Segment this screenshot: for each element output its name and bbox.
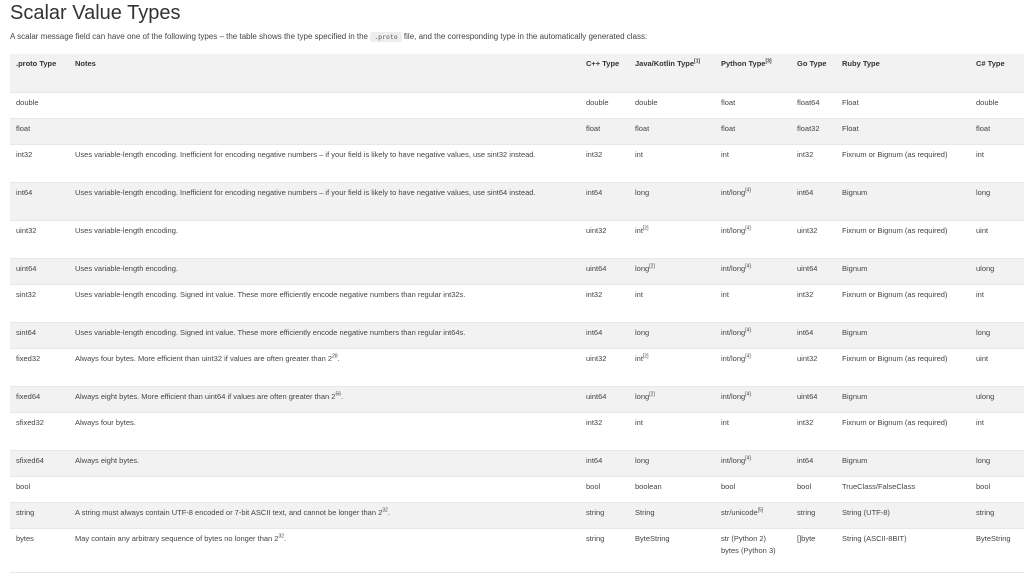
cell-cpp-type-text: int32 [586, 149, 603, 159]
cell-notes-text-after: . [341, 391, 344, 401]
cell-java-kotlin-type [629, 258, 715, 284]
cell-python-type [715, 92, 791, 118]
table-row [10, 258, 1024, 284]
cell-cpp-type-text: int32 [586, 417, 603, 427]
cell-go-type [791, 386, 836, 412]
header-python-type-text: Python Type [721, 59, 766, 68]
cell-proto-type [10, 118, 69, 144]
cell-python-type-superscript: [4] [745, 455, 751, 461]
header-go-type [791, 54, 836, 92]
cell-go-type-text: uint64 [797, 263, 818, 273]
intro-code-proto: .proto [370, 32, 401, 42]
cell-notes [69, 348, 580, 386]
cell-notes [69, 144, 580, 182]
cell-cpp-type-text: float [586, 123, 601, 133]
cell-ruby-type-text: Fixnum or Bignum (as required) [842, 149, 948, 159]
cell-java-kotlin-type-text: boolean [635, 481, 662, 491]
table-row [10, 386, 1024, 412]
header-notes-text: Notes [75, 59, 96, 68]
cell-cpp-type-text: uint32 [586, 225, 607, 235]
cell-java-kotlin-type [629, 182, 715, 220]
cell-proto-type [10, 386, 69, 412]
cell-python-type [715, 348, 791, 386]
cell-csharp-type-text: string [976, 507, 995, 517]
cell-notes-superscript: 32 [382, 507, 388, 513]
cell-proto-type-text: bool [16, 481, 31, 491]
cell-notes-text: Uses variable-length encoding. [75, 225, 178, 235]
cell-cpp-type-text: uint64 [586, 263, 607, 273]
cell-java-kotlin-type [629, 92, 715, 118]
cell-notes-text: Always four bytes. More efficient than uint32 if values are often greater than 2 [75, 353, 333, 363]
cell-java-kotlin-type [629, 322, 715, 348]
cell-ruby-type-text: Fixnum or Bignum (as required) [842, 417, 948, 427]
cell-go-type [791, 118, 836, 144]
cell-csharp-type-text: long [976, 327, 991, 337]
cell-java-kotlin-type [629, 348, 715, 386]
cell-java-kotlin-type-text: ByteString [635, 533, 670, 543]
cell-go-type-text: float32 [797, 123, 820, 133]
cell-java-kotlin-type-text: long [635, 455, 650, 465]
cell-cpp-type [580, 386, 629, 412]
cell-proto-type-text: sfixed64 [16, 455, 44, 465]
cell-java-kotlin-type-text: long [635, 187, 650, 197]
cell-go-type-text: int32 [797, 417, 814, 427]
cell-python-type-superscript: [5] [757, 507, 764, 513]
cell-java-kotlin-type-superscript: [2] [649, 263, 655, 269]
header-proto-type [10, 54, 69, 92]
cell-notes-text: Always eight bytes. More efficient than uint64 if values are often greater than 2 [75, 391, 336, 401]
intro-text-before: A scalar message field can have one of the following types – the table shows the type specified in the [10, 32, 371, 41]
cell-proto-type-text: double [16, 97, 39, 107]
cell-notes [69, 118, 580, 144]
cell-go-type-text: int64 [797, 455, 814, 465]
cell-notes-superscript: 32 [278, 533, 285, 539]
cell-cpp-type [580, 348, 629, 386]
cell-proto-type [10, 322, 69, 348]
cell-python-type [715, 476, 791, 502]
cell-java-kotlin-type [629, 284, 715, 322]
table-row [10, 348, 1024, 386]
cell-java-kotlin-type-text: int [635, 149, 643, 159]
cell-go-type [791, 450, 836, 476]
cell-go-type [791, 258, 836, 284]
cell-python-type [715, 258, 791, 284]
header-python-type [715, 54, 791, 92]
cell-go-type [791, 502, 836, 528]
cell-csharp-type [970, 118, 1024, 144]
cell-csharp-type-text: int [976, 417, 984, 427]
table-row [10, 182, 1024, 220]
cell-notes-text: Uses variable-length encoding. Signed int value. These more efficiently encode negative numbers than regular int32s. [75, 289, 466, 299]
cell-ruby-type-text: Float [842, 97, 859, 107]
cell-ruby-type [836, 450, 970, 476]
cell-python-type-text: str/unicode [721, 507, 758, 517]
header-csharp-type-text: C# Type [976, 59, 1005, 68]
cell-java-kotlin-type [629, 476, 715, 502]
cell-go-type [791, 182, 836, 220]
header-cpp-type [580, 54, 629, 92]
cell-csharp-type [970, 476, 1024, 502]
cell-ruby-type-text: Bignum [842, 391, 868, 401]
cell-java-kotlin-type-text: long [635, 391, 650, 401]
cell-python-type-text: str (Python 2) bytes (Python 3) [721, 533, 776, 555]
cell-proto-type-text: int32 [16, 149, 33, 159]
cell-notes [69, 92, 580, 118]
cell-go-type [791, 322, 836, 348]
cell-java-kotlin-type [629, 220, 715, 258]
cell-python-type-text: bool [721, 481, 736, 491]
table-row [10, 528, 1024, 572]
cell-java-kotlin-type-text: int [635, 417, 643, 427]
cell-csharp-type-text: long [976, 187, 991, 197]
cell-ruby-type-text: Fixnum or Bignum (as required) [842, 353, 948, 363]
cell-csharp-type-text: ulong [976, 263, 995, 273]
cell-python-type-superscript: [4] [745, 353, 751, 359]
cell-csharp-type-text: bool [976, 481, 991, 491]
cell-notes-text: Uses variable-length encoding. Signed int value. These more efficiently encode negative numbers than regular int64s. [75, 327, 466, 337]
cell-ruby-type-text: Fixnum or Bignum (as required) [842, 225, 948, 235]
cell-go-type [791, 92, 836, 118]
cell-ruby-type [836, 386, 970, 412]
cell-proto-type-text: uint64 [16, 263, 37, 273]
cell-csharp-type [970, 182, 1024, 220]
cell-proto-type-text: int64 [16, 187, 33, 197]
cell-proto-type-text: sint64 [16, 327, 37, 337]
cell-java-kotlin-type-text: float [635, 123, 650, 133]
cell-go-type [791, 412, 836, 450]
cell-go-type-text: uint64 [797, 391, 818, 401]
cell-go-type-text: int64 [797, 327, 814, 337]
cell-proto-type [10, 258, 69, 284]
cell-csharp-type [970, 322, 1024, 348]
cell-csharp-type-text: uint [976, 225, 989, 235]
cell-csharp-type-text: ulong [976, 391, 995, 401]
table-row [10, 92, 1024, 118]
header-notes [69, 54, 580, 92]
cell-go-type-text: int64 [797, 187, 814, 197]
cell-proto-type-text: fixed32 [16, 353, 41, 363]
cell-cpp-type [580, 284, 629, 322]
cell-java-kotlin-type-text: String [635, 507, 655, 517]
cell-go-type-text: string [797, 507, 816, 517]
cell-python-type-superscript: [4] [745, 391, 751, 397]
cell-csharp-type [970, 144, 1024, 182]
intro-text-after: file, and the corresponding type in the automatically generated class: [401, 32, 648, 41]
cell-notes [69, 284, 580, 322]
cell-cpp-type-text: string [586, 507, 605, 517]
table-row [10, 118, 1024, 144]
cell-python-type-superscript: [4] [745, 187, 751, 193]
cell-notes [69, 450, 580, 476]
cell-proto-type [10, 182, 69, 220]
cell-csharp-type [970, 386, 1024, 412]
cell-csharp-type-text: uint [976, 353, 989, 363]
cell-cpp-type-text: int64 [586, 327, 603, 337]
cell-java-kotlin-type-text: long [635, 263, 650, 273]
cell-python-type [715, 220, 791, 258]
table-header-row [10, 54, 1024, 92]
cell-ruby-type-text: Bignum [842, 455, 868, 465]
cell-python-type-text: int/long [721, 225, 746, 235]
cell-notes [69, 528, 580, 572]
cell-go-type-text: []byte [797, 533, 816, 543]
cell-notes [69, 258, 580, 284]
cell-proto-type [10, 348, 69, 386]
header-python-type-superscript: [3] [765, 58, 772, 65]
cell-ruby-type-text: Fixnum or Bignum (as required) [842, 289, 948, 299]
cell-notes [69, 476, 580, 502]
cell-cpp-type [580, 92, 629, 118]
cell-python-type-text: float [721, 123, 736, 133]
cell-python-type [715, 144, 791, 182]
header-cpp-type-text: C++ Type [586, 59, 620, 68]
cell-csharp-type [970, 528, 1024, 572]
cell-proto-type-text: sfixed32 [16, 417, 44, 427]
cell-ruby-type [836, 502, 970, 528]
cell-java-kotlin-type [629, 144, 715, 182]
cell-notes [69, 502, 580, 528]
cell-notes [69, 386, 580, 412]
cell-java-kotlin-type-text: long [635, 327, 650, 337]
cell-ruby-type-text: Bignum [842, 263, 868, 273]
cell-csharp-type [970, 412, 1024, 450]
cell-notes-text: May contain any arbitrary sequence of bytes no longer than 2 [75, 533, 279, 543]
cell-go-type [791, 348, 836, 386]
cell-go-type-text: int32 [797, 149, 814, 159]
cell-ruby-type [836, 92, 970, 118]
cell-python-type-text: int/long [721, 327, 746, 337]
header-java-kotlin-type [629, 54, 715, 92]
cell-proto-type [10, 412, 69, 450]
cell-csharp-type-text: long [976, 455, 991, 465]
cell-notes-superscript: 28 [332, 353, 338, 359]
cell-cpp-type [580, 258, 629, 284]
cell-go-type-text: uint32 [797, 353, 818, 363]
cell-csharp-type-text: ByteString [976, 533, 1011, 543]
cell-proto-type [10, 92, 69, 118]
header-ruby-type-text: Ruby Type [842, 59, 880, 68]
cell-proto-type [10, 284, 69, 322]
table-row [10, 144, 1024, 182]
cell-java-kotlin-type-superscript: [2] [642, 353, 649, 359]
cell-proto-type-text: bytes [16, 533, 34, 543]
cell-notes [69, 412, 580, 450]
cell-java-kotlin-type [629, 450, 715, 476]
cell-csharp-type [970, 92, 1024, 118]
cell-java-kotlin-type [629, 386, 715, 412]
cell-csharp-type-text: float [976, 123, 991, 133]
cell-java-kotlin-type-text: int [635, 225, 643, 235]
cell-proto-type [10, 220, 69, 258]
cell-cpp-type-text: uint64 [586, 391, 607, 401]
cell-go-type-text: bool [797, 481, 812, 491]
cell-python-type-text: int [721, 417, 729, 427]
cell-ruby-type [836, 528, 970, 572]
cell-notes [69, 220, 580, 258]
cell-java-kotlin-type-text: int [635, 289, 643, 299]
intro-paragraph [10, 32, 647, 41]
cell-csharp-type [970, 348, 1024, 386]
cell-ruby-type [836, 412, 970, 450]
cell-cpp-type-text: int32 [586, 289, 603, 299]
cell-cpp-type [580, 182, 629, 220]
cell-notes-text: Always eight bytes. [75, 455, 140, 465]
cell-proto-type-text: float [16, 123, 31, 133]
cell-python-type [715, 182, 791, 220]
cell-notes-text: Always four bytes. [75, 417, 136, 427]
cell-java-kotlin-type-superscript: [2] [642, 225, 649, 231]
cell-proto-type-text: fixed64 [16, 391, 41, 401]
cell-cpp-type [580, 502, 629, 528]
cell-python-type-superscript: [4] [745, 225, 751, 231]
cell-cpp-type-text: int64 [586, 187, 603, 197]
cell-python-type [715, 118, 791, 144]
cell-python-type-text: int/long [721, 187, 746, 197]
cell-ruby-type [836, 322, 970, 348]
header-ruby-type [836, 54, 970, 92]
cell-python-type [715, 386, 791, 412]
cell-ruby-type [836, 258, 970, 284]
cell-proto-type-text: string [16, 507, 35, 517]
cell-go-type-text: int32 [797, 289, 814, 299]
cell-ruby-type-text: Bignum [842, 327, 868, 337]
cell-java-kotlin-type [629, 502, 715, 528]
cell-python-type-text: int/long [721, 455, 746, 465]
header-go-type-text: Go Type [797, 59, 827, 68]
cell-java-kotlin-type-text: int [635, 353, 643, 363]
header-java-kotlin-type-text: Java/Kotlin Type [635, 59, 695, 68]
cell-python-type [715, 502, 791, 528]
cell-ruby-type [836, 220, 970, 258]
cell-csharp-type [970, 284, 1024, 322]
cell-ruby-type [836, 182, 970, 220]
cell-go-type [791, 476, 836, 502]
table-row [10, 412, 1024, 450]
cell-cpp-type-text: uint32 [586, 353, 607, 363]
cell-ruby-type [836, 118, 970, 144]
cell-notes [69, 322, 580, 348]
cell-ruby-type [836, 144, 970, 182]
cell-notes-text: Uses variable-length encoding. Inefficient for encoding negative numbers – if your field is likely to have negative values, use sint32 instead. [75, 149, 536, 159]
cell-notes-text-after: . [284, 533, 287, 543]
cell-python-type [715, 322, 791, 348]
cell-ruby-type [836, 284, 970, 322]
cell-csharp-type-text: int [976, 289, 984, 299]
cell-go-type-text: float64 [797, 97, 820, 107]
cell-java-kotlin-type-text: double [635, 97, 658, 107]
cell-proto-type [10, 450, 69, 476]
cell-proto-type [10, 528, 69, 572]
header-csharp-type [970, 54, 1024, 92]
page-title: Scalar Value Types [10, 2, 181, 24]
cell-ruby-type-text: String (ASCII-8BIT) [842, 533, 907, 543]
cell-go-type [791, 144, 836, 182]
cell-cpp-type [580, 144, 629, 182]
cell-proto-type-text: uint32 [16, 225, 37, 235]
cell-python-type-text: float [721, 97, 736, 107]
cell-cpp-type-text: double [586, 97, 609, 107]
cell-csharp-type-text: int [976, 149, 984, 159]
cell-go-type [791, 284, 836, 322]
table-row [10, 502, 1024, 528]
cell-notes-text-after: . [387, 507, 390, 517]
cell-python-type-text: int [721, 289, 729, 299]
cell-go-type-text: uint32 [797, 225, 818, 235]
cell-go-type [791, 528, 836, 572]
table-row [10, 284, 1024, 322]
cell-cpp-type [580, 220, 629, 258]
cell-python-type [715, 284, 791, 322]
cell-python-type-superscript: [4] [745, 327, 751, 333]
table-row [10, 450, 1024, 476]
cell-proto-type [10, 476, 69, 502]
cell-ruby-type [836, 348, 970, 386]
cell-cpp-type [580, 450, 629, 476]
cell-cpp-type-text: int64 [586, 455, 603, 465]
cell-proto-type-text: sint32 [16, 289, 37, 299]
cell-python-type [715, 528, 791, 572]
cell-python-type [715, 412, 791, 450]
scalar-types-table [10, 54, 1024, 573]
cell-proto-type [10, 502, 69, 528]
cell-python-type-text: int/long [721, 353, 746, 363]
table-row [10, 220, 1024, 258]
cell-python-type-text: int [721, 149, 729, 159]
cell-cpp-type [580, 118, 629, 144]
cell-java-kotlin-type [629, 412, 715, 450]
table-row [10, 322, 1024, 348]
cell-cpp-type [580, 528, 629, 572]
cell-notes-text: Uses variable-length encoding. [75, 263, 178, 273]
cell-cpp-type [580, 412, 629, 450]
cell-csharp-type [970, 502, 1024, 528]
cell-notes-text: A string must always contain UTF-8 encoded or 7-bit ASCII text, and cannot be longer than 2 [75, 507, 383, 517]
cell-java-kotlin-type-superscript: [2] [649, 391, 655, 397]
cell-ruby-type [836, 476, 970, 502]
cell-cpp-type [580, 476, 629, 502]
header-java-kotlin-type-superscript: [1] [694, 58, 701, 65]
cell-python-type [715, 450, 791, 476]
cell-notes-text: Uses variable-length encoding. Inefficient for encoding negative numbers – if your field is likely to have negative values, use sint64 instead. [75, 187, 536, 197]
cell-python-type-superscript: [4] [745, 263, 751, 269]
cell-csharp-type [970, 258, 1024, 284]
cell-python-type-text: int/long [721, 391, 746, 401]
table-row [10, 476, 1024, 502]
cell-csharp-type-text: double [976, 97, 999, 107]
cell-cpp-type-text: bool [586, 481, 601, 491]
cell-ruby-type-text: String (UTF-8) [842, 507, 890, 517]
cell-csharp-type [970, 220, 1024, 258]
cell-notes-superscript: 56 [335, 391, 341, 397]
cell-notes-text-after: . [337, 353, 340, 363]
cell-go-type [791, 220, 836, 258]
cell-python-type-text: int/long [721, 263, 746, 273]
cell-proto-type [10, 144, 69, 182]
table-body [10, 92, 1024, 572]
cell-ruby-type-text: TrueClass/FalseClass [842, 481, 916, 491]
cell-java-kotlin-type [629, 118, 715, 144]
cell-java-kotlin-type [629, 528, 715, 572]
cell-notes [69, 182, 580, 220]
cell-cpp-type-text: string [586, 533, 605, 543]
header-proto-type-text: .proto Type [16, 59, 57, 68]
cell-ruby-type-text: Bignum [842, 187, 868, 197]
cell-ruby-type-text: Float [842, 123, 859, 133]
cell-csharp-type [970, 450, 1024, 476]
cell-cpp-type [580, 322, 629, 348]
